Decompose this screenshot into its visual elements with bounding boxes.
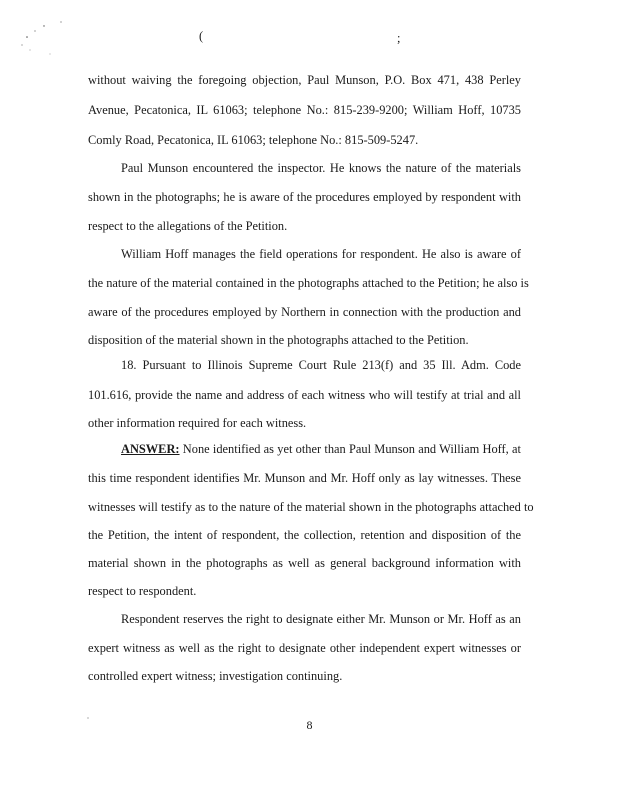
- text-line: material shown in the photographs as well as general background information with: [88, 556, 521, 570]
- text-line: this time respondent identifies Mr. Munson and Mr. Hoff only as lay witnesses. These: [88, 471, 521, 485]
- text-line: William Hoff manages the field operations for respondent. He also is aware of: [121, 247, 521, 261]
- text-line: Respondent reserves the right to designate either Mr. Munson or Mr. Hoff as an: [121, 612, 521, 626]
- text-line: without waiving the foregoing objection, Paul Munson, P.O. Box 471, 438 Perley: [88, 73, 521, 87]
- answer-first-line: [121, 443, 521, 455]
- text-line: expert witness as well as the right to designate other independent expert witnesses or: [88, 641, 521, 655]
- text-line: Comly Road, Pecatonica, IL 61063; telephone No.: 815-509-5247.: [88, 133, 419, 147]
- text-line: Avenue, Pecatonica, IL 61063; telephone No.: 815-239-9200; William Hoff, 10735: [88, 103, 521, 117]
- text-line: witnesses will testify as to the nature of the material shown in the photographs attached to: [88, 500, 534, 514]
- text-line: shown in the photographs; he is aware of the procedures employed by respondent with: [88, 190, 521, 204]
- text-line: the Petition, the intent of respondent, the collection, retention and disposition of the: [88, 528, 521, 542]
- text-line: other information required for each witness.: [88, 416, 307, 430]
- text-line: Paul Munson encountered the inspector. He knows the nature of the materials: [121, 161, 521, 175]
- header-mark-semicolon: ;: [397, 31, 401, 45]
- text-line: respect to the allegations of the Petition.: [88, 219, 288, 233]
- text-line: aware of the procedures employed by Northern in connection with the production and: [88, 305, 521, 319]
- page-number: 8: [306, 718, 313, 732]
- text-line: respect to respondent.: [88, 584, 197, 598]
- text-line: 18. Pursuant to Illinois Supreme Court Rule 213(f) and 35 Ill. Adm. Code: [121, 358, 521, 372]
- answer-text: None identified as yet other than Paul Munson and William Hoff, at: [179, 442, 521, 456]
- text-line: the nature of the material contained in the photographs attached to the Petition; he also is: [88, 276, 529, 290]
- text-line: controlled expert witness; investigation continuing.: [88, 669, 343, 683]
- text-line: 101.616, provide the name and address of each witness who will testify at trial and all: [88, 388, 521, 402]
- text-line: disposition of the material shown in the photographs attached to the Petition.: [88, 333, 469, 347]
- answer-label: ANSWER:: [121, 442, 180, 456]
- header-mark-paren: (: [199, 29, 204, 43]
